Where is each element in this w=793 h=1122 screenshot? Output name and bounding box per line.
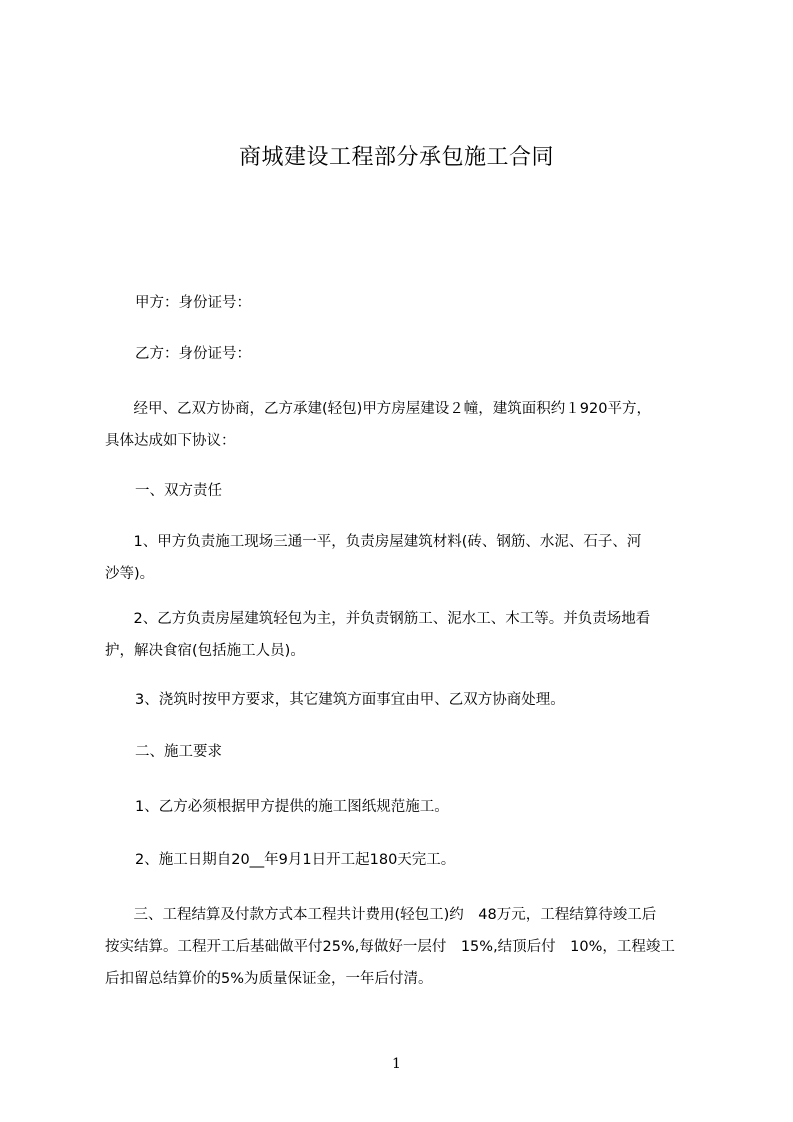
party-b-line: 乙方：身份证号： — [135, 346, 251, 362]
intro-line-2: 具体达成如下协议： — [105, 433, 236, 449]
section3-line-3: 后扣留总结算价的5%为质量保证金，一年后付清。 — [105, 971, 433, 987]
section2-item1: 1、乙方必须根据甲方提供的施工图纸规范施工。 — [135, 799, 449, 815]
document-title: 商城建设工程部分承包施工合同 — [238, 145, 554, 170]
intro-line-1: 经甲、乙双方协商，乙方承建(轻包)甲方房屋建设２幢，建筑面积约１920平方， — [119, 401, 651, 417]
section1-item2-line-1: 2、乙方负责房屋建筑轻包为主，并负责钢筋工、泥水工、木工等。并负责场地看 — [119, 611, 651, 627]
intro-paragraph — [105, 393, 705, 457]
section1-heading: 一、双方责任 — [135, 483, 222, 499]
section1-item2 — [105, 603, 705, 667]
section1-item1-line-2: 沙等)。 — [105, 566, 155, 582]
section1-item2-line-2: 护，解决食宿(包括施工人员)。 — [105, 643, 305, 659]
section1-item1 — [105, 526, 705, 590]
section1-item3: 3、浇筑时按甲方要求，其它建筑方面事宜由甲、乙双方协商处理。 — [135, 692, 565, 708]
section2-item2: 2、施工日期自20__年9月1日开工起180天完工。 — [135, 852, 456, 868]
section3-paragraph — [105, 899, 705, 995]
section3-line-2: 按实结算。工程开工后基础做平付25%,每做好一层付 15%,结顶后付 10%，工程竣工 — [105, 939, 675, 955]
party-a-line: 甲方：身份证号： — [135, 295, 251, 311]
section2-heading: 二、施工要求 — [135, 744, 222, 760]
section1-item1-line-1: 1、甲方负责施工现场三通一平，负责房屋建筑材料(砖、钢筋、水泥、石子、河 — [119, 534, 642, 550]
section3-line-1: 三、工程结算及付款方式本工程共计费用(轻包工)约 48万元，工程结算待竣工后 — [119, 907, 657, 923]
page-number: 1 — [392, 1056, 401, 1072]
